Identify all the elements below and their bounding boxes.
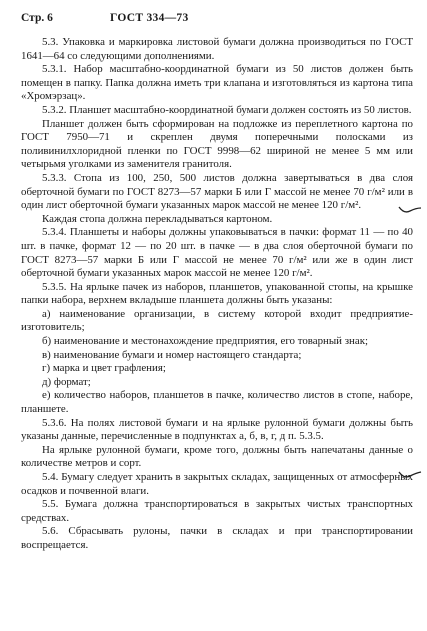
section-5-3-2: 5.3.2. Планшет масштабно-координатной бумаги должен состоять из 50 листов. xyxy=(42,103,412,116)
section-5-3-1: 5.3.1. Набор масштабно-координатной бумаги из 50 листов должен быть помещен в папку. Папка должна иметь три клапана и изготовляться из картона типа «Хромэрзац». xyxy=(21,63,413,103)
list-item-g: г) марка и цвет графления; xyxy=(42,362,166,375)
standard-code: ГОСТ 334—73 xyxy=(110,12,189,24)
section-5-3-5: 5.3.5. На ярлыке пачек из наборов, планшетов, упакованной стопы, на крышке папки набора, верхнем вкладыше планшета должны быть указаны: xyxy=(21,280,413,307)
page-number: Стр. 6 xyxy=(21,12,53,24)
list-item-e: е) количество наборов, планшетов в пачке, количество листов в стопе, наборе, планшете. xyxy=(21,389,413,416)
list-item-d: д) формат; xyxy=(42,375,91,388)
list-item-a: а) наименование организации, в систему которой входит предприятие-изготовитель; xyxy=(21,307,413,334)
section-5-6: 5.6. Сбрасывать рулоны, пачки в складах и при транспортировании воспрещается. xyxy=(21,525,413,551)
stopa-paragraph: Каждая стопа должна перекладываться картоном. xyxy=(42,212,273,225)
section-5-3: 5.3. Упаковка и маркировка листовой бумаги должна производиться по ГОСТ 1641—64 со следующими дополнениями. xyxy=(21,36,413,62)
margin-check-mark-icon xyxy=(398,470,422,480)
section-5-5: 5.5. Бумага должна транспортироваться в закрытых чистых транспортных средствах. xyxy=(21,498,413,524)
section-5-3-6: 5.3.6. На полях листовой бумаги и на ярлыке рулонной бумаги должны быть указаны данные, перечисленные в подпунктах а, б, в, г, д п. 5.3.5. xyxy=(21,416,413,443)
rulon-label-paragraph: На ярлыке рулонной бумаги, кроме того, должны быть напечатаны данные о количестве метров и сорт. xyxy=(21,443,413,470)
section-5-4: 5.4. Бумагу следует хранить в закрытых складах, защищенных от атмосферных осадков и почвенной влаги. xyxy=(21,471,413,497)
section-5-3-4: 5.3.4. Планшеты и наборы должны упаковываться в пачки: формат 11 — по 40 шт. в пачке, формат 12 — по 20 шт. в пачке — в два слоя оберточной бумаги по ГОСТ 8273—57 марки Б или Г массой не менее 70 г/м² или же в один лист оберточной бумаги указанных марок массой не менее 120 г/м². xyxy=(21,226,413,280)
list-item-b: б) наименование и местонахождение предприятия, его товарный знак; xyxy=(42,335,369,348)
margin-check-mark-icon xyxy=(398,205,422,215)
list-item-v: в) наименование бумаги и номер настоящего стандарта; xyxy=(42,348,302,361)
section-5-3-3: 5.3.3. Стопа из 100, 250, 500 листов должна завертываться в два слоя оберточной бумаги по ГОСТ 8273—57 марки Б или Г массой не менее 70 г/м² или в один лист оберточной бумаги указанных марок массой не менее 120 г/м². xyxy=(21,171,413,212)
planshet-paragraph: Планшет должен быть сформирован на подложке из переплетного картона по ГОСТ 7950—71 и скреплен двумя поперечными полосками из поливинилхлоридной пленки по ГОСТ 9998—62 шириной не менее 5 мм или четырьмя уголками из заменителя гранитоля. xyxy=(21,117,413,171)
document-body xyxy=(21,36,413,553)
page-header xyxy=(21,12,419,30)
